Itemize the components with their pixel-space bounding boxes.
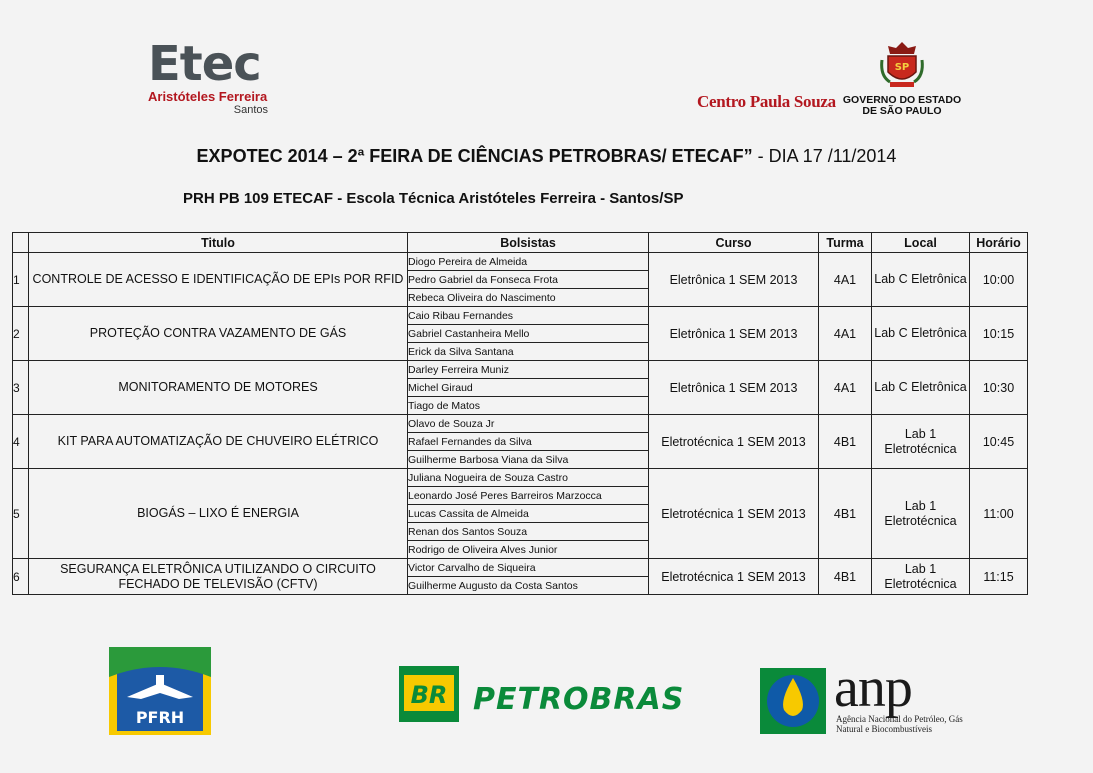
petrobras-badge-text: BR (410, 681, 448, 709)
location-cell: Lab 1 Eletrotécnica (872, 469, 970, 559)
time-cell: 11:15 (970, 559, 1028, 595)
student-name: Gabriel Castanheira Mello (408, 325, 649, 343)
class-cell: 4A1 (819, 307, 872, 361)
location-cell: Lab C Eletrônica (872, 307, 970, 361)
row-number: 3 (13, 361, 29, 415)
sp-crest-icon (878, 40, 926, 90)
table-body (13, 253, 1028, 595)
anp-drop-icon (760, 668, 826, 734)
location-cell: Lab C Eletrônica (872, 361, 970, 415)
header-turma: Turma (819, 233, 872, 253)
centro-paula-souza-logo: Centro Paula Souza (697, 92, 836, 111)
table-row (13, 307, 1028, 325)
course-cell: Eletrônica 1 SEM 2013 (649, 307, 819, 361)
row-number: 5 (13, 469, 29, 559)
header-titulo: Titulo (29, 233, 408, 253)
pfrh-logo-text: PFRH (135, 708, 185, 727)
header-local: Local (872, 233, 970, 253)
header-curso: Curso (649, 233, 819, 253)
course-cell: Eletrônica 1 SEM 2013 (649, 253, 819, 307)
student-name: Rebeca Oliveira do Nascimento (408, 289, 649, 307)
header-blank-cell (13, 233, 29, 253)
student-name: Pedro Gabriel da Fonseca Frota (408, 271, 649, 289)
row-number: 1 (13, 253, 29, 307)
class-cell: 4B1 (819, 469, 872, 559)
time-cell: 10:45 (970, 415, 1028, 469)
location-cell: Lab 1 Eletrotécnica (872, 559, 970, 595)
page-title (0, 146, 1093, 167)
pfrh-logo (109, 647, 211, 739)
table-row (13, 361, 1028, 379)
governo-sp-logo (842, 40, 962, 117)
petrobras-wordmark: PETROBRAS (473, 682, 685, 717)
etec-logo-word: Etec (148, 36, 261, 92)
schedule-table (12, 232, 1028, 595)
time-cell: 10:30 (970, 361, 1028, 415)
etec-logo (148, 36, 278, 116)
project-title: BIOGÁS – LIXO É ENERGIA (29, 469, 408, 559)
class-cell: 4A1 (819, 361, 872, 415)
row-number: 2 (13, 307, 29, 361)
header-horario: Horário (970, 233, 1028, 253)
project-title: SEGURANÇA ELETRÔNICA UTILIZANDO O CIRCUITO FECHADO DE TELEVISÃO (CFTV) (29, 559, 408, 595)
class-cell: 4A1 (819, 253, 872, 307)
table-row (13, 469, 1028, 487)
page-title-date: - DIA 17 /11/2014 (752, 146, 897, 166)
student-name: Leonardo José Peres Barreiros Marzocca (408, 487, 649, 505)
student-name: Diogo Pereira de Almeida (408, 253, 649, 271)
anp-description: Agência Nacional do Petróleo, Gás Natural e Biocombustíveis (836, 714, 963, 734)
table-header-row (13, 233, 1028, 253)
location-cell: Lab C Eletrônica (872, 253, 970, 307)
row-number: 6 (13, 559, 29, 595)
header-bolsistas: Bolsistas (408, 233, 649, 253)
course-cell: Eletrotécnica 1 SEM 2013 (649, 559, 819, 595)
project-title: MONITORAMENTO DE MOTORES (29, 361, 408, 415)
student-name: Renan dos Santos Souza (408, 523, 649, 541)
student-name: Rafael Fernandes da Silva (408, 433, 649, 451)
project-title: CONTROLE DE ACESSO E IDENTIFICAÇÃO DE EPIs POR RFID (29, 253, 408, 307)
class-cell: 4B1 (819, 415, 872, 469)
row-number: 4 (13, 415, 29, 469)
petrobras-logo (399, 666, 685, 727)
project-title: KIT PARA AUTOMATIZAÇÃO DE CHUVEIRO ELÉTRICO (29, 415, 408, 469)
anp-logo (760, 657, 963, 739)
governo-line-2: DE SÃO PAULO (862, 105, 942, 117)
table-row (13, 559, 1028, 577)
etec-logo-city: Santos (233, 104, 268, 116)
student-name: Michel Giraud (408, 379, 649, 397)
time-cell: 11:00 (970, 469, 1028, 559)
etec-logo-school: Aristóteles Ferreira (148, 89, 268, 104)
table-row (13, 253, 1028, 271)
location-cell: Lab 1 Eletrotécnica (872, 415, 970, 469)
course-cell: Eletrotécnica 1 SEM 2013 (649, 469, 819, 559)
student-name: Guilherme Barbosa Viana da Silva (408, 451, 649, 469)
student-name: Darley Ferreira Muniz (408, 361, 649, 379)
petrobras-br-icon (399, 666, 459, 722)
class-cell: 4B1 (819, 559, 872, 595)
page-subtitle: PRH PB 109 ETECAF - Escola Técnica Aristóteles Ferreira - Santos/SP (183, 190, 684, 207)
page-title-main: EXPOTEC 2014 – 2ª FEIRA DE CIÊNCIAS PETROBRAS/ ETECAF” (196, 146, 753, 166)
table-row (13, 415, 1028, 433)
student-name: Guilherme Augusto da Costa Santos (408, 577, 649, 595)
time-cell: 10:15 (970, 307, 1028, 361)
course-cell: Eletrotécnica 1 SEM 2013 (649, 415, 819, 469)
student-name: Olavo de Souza Jr (408, 415, 649, 433)
sp-crest-text: SP (894, 62, 910, 73)
student-name: Victor Carvalho de Siqueira (408, 559, 649, 577)
project-title: PROTEÇÃO CONTRA VAZAMENTO DE GÁS (29, 307, 408, 361)
student-name: Caio Ribau Fernandes (408, 307, 649, 325)
anp-wordmark: anp (834, 657, 912, 719)
student-name: Tiago de Matos (408, 397, 649, 415)
course-cell: Eletrônica 1 SEM 2013 (649, 361, 819, 415)
time-cell: 10:00 (970, 253, 1028, 307)
student-name: Erick da Silva Santana (408, 343, 649, 361)
student-name: Juliana Nogueira de Souza Castro (408, 469, 649, 487)
student-name: Rodrigo de Oliveira Alves Junior (408, 541, 649, 559)
governo-line-1: GOVERNO DO ESTADO (842, 94, 962, 106)
student-name: Lucas Cassita de Almeida (408, 505, 649, 523)
